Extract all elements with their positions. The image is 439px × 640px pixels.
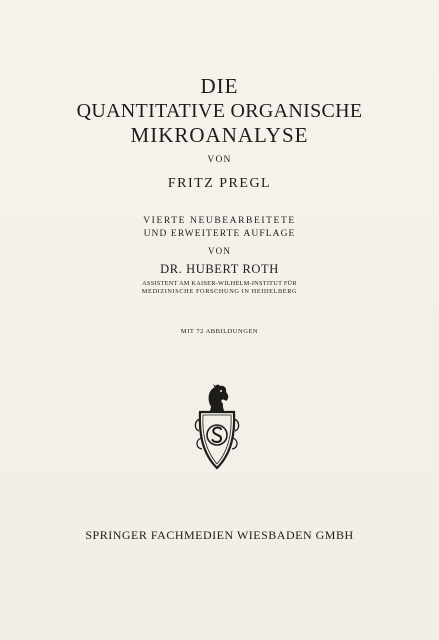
publisher-name: SPRINGER FACHMEDIEN WIESBADEN GMBH xyxy=(85,528,354,542)
affiliation-line1: ASSISTENT AM KAISER-WILHELM-INSTITUT FÜR xyxy=(142,280,297,287)
book-title-line2: MIKROANALYSE xyxy=(130,123,309,147)
book-title-line1: QUANTITATIVE ORGANISCHE xyxy=(76,100,363,122)
author-name: FRITZ PREGL xyxy=(167,176,272,191)
affiliation-line2: MEDIZINISCHE FORSCHUNG IN HEIDELBERG xyxy=(141,288,298,295)
von-label: VON xyxy=(207,155,232,165)
springer-knight-logo-icon xyxy=(188,383,246,471)
illustrations-note: MIT 72 ABBILDUNGEN xyxy=(180,328,259,335)
coauthor-name: DR. HUBERT ROTH xyxy=(160,262,279,276)
von-label-2: VON xyxy=(207,246,232,256)
edition-line2: UND ERWEITERTE AUFLAGE xyxy=(143,229,296,239)
edition-line1: VIERTE NEUBEARBEITETE xyxy=(143,216,296,226)
title-line-die: DIE xyxy=(200,74,239,98)
